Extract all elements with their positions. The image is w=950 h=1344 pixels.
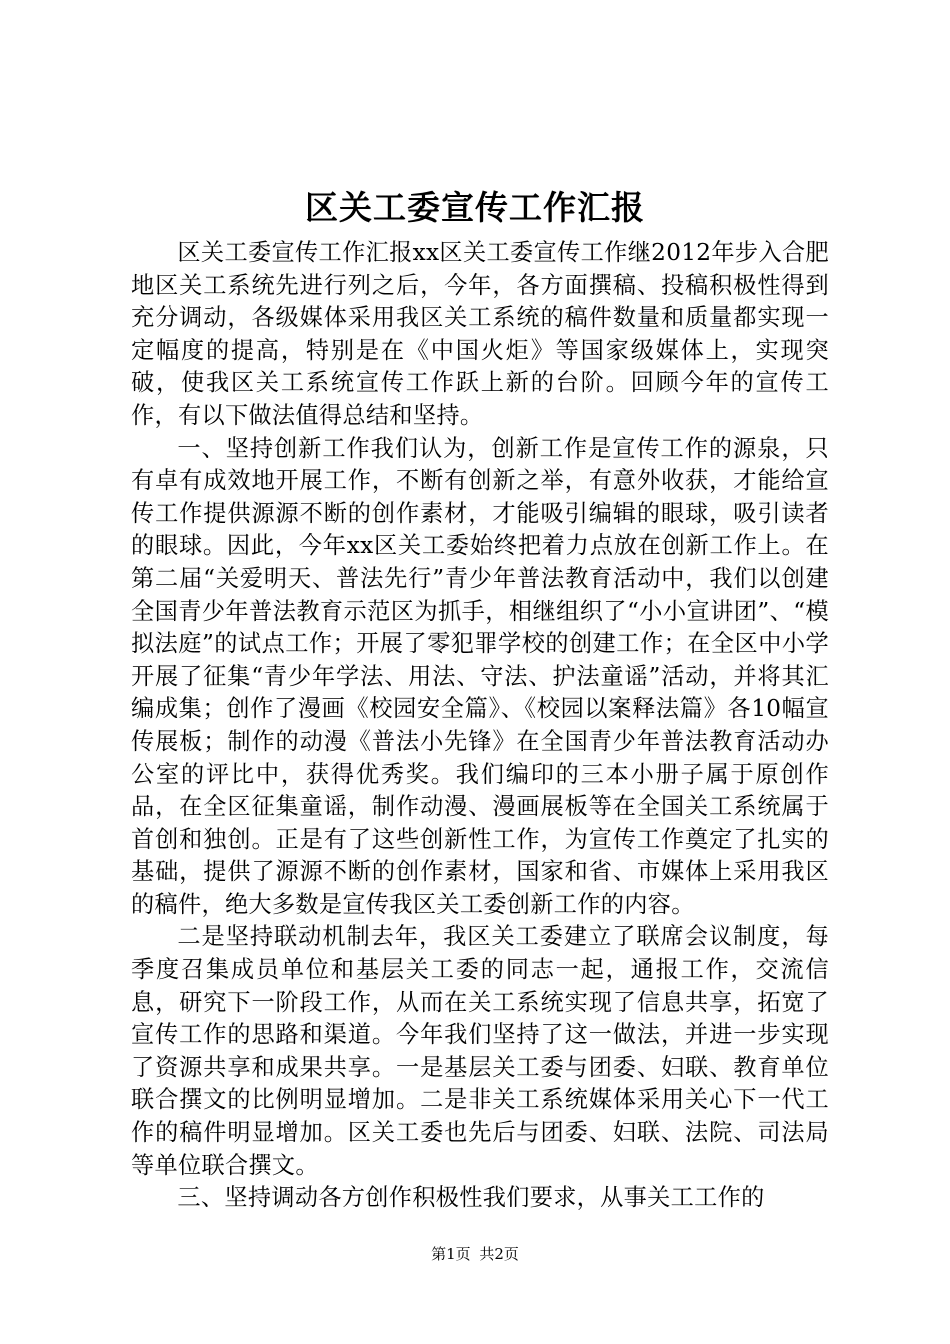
document-title: 区关工委宣传工作汇报 <box>305 188 645 227</box>
paragraph-section-3: 三、坚持调动各方创作积极性我们要求，从事关工工作的 <box>177 1184 765 1212</box>
document-body <box>131 237 829 1215</box>
paragraph-section-2: 二是坚持联动机制去年，我区关工委建立了联席会议制度，每季度召集成员单位和基层关工委的同志一起，通报工作，交流信息，研究下一阶段工作，从而在关工系统实现了信息共享，拓宽了宣传工作的思路和渠道。今年我们坚持了这一做法，并进一步实现了资源共享和成果共享。一是基层关工委与团委、妇联、教育单位联合撰文的比例明显增加。二是非关工系统媒体采用关心下一代工作的稿件明显增加。区关工委也先后与团委、妇联、法院、司法局等单位联合撰文。 <box>131 923 829 1179</box>
page-number-footer: 第1页 共2页 <box>431 1245 519 1263</box>
paragraph-intro: 区关工委宣传工作汇报xx区关工委宣传工作继2012年步入合肥地区关工系统先进行列之后，今年，各方面撰稿、投稿积极性得到充分调动，各级媒体采用我区关工系统的稿件数量和质量都实现一定幅度的提高，特别是在《中国火炬》等国家级媒体上，实现突破，使我区关工系统宣传工作跃上新的台阶。回顾今年的宣传工作，有以下做法值得总结和坚持。 <box>131 239 829 429</box>
paragraph-section-1: 一、坚持创新工作我们认为，创新工作是宣传工作的源泉，只有卓有成效地开展工作，不断有创新之举，有意外收获，才能给宣传工作提供源源不断的创作素材，才能吸引编辑的眼球，吸引读者的眼球。因此，今年xx区关工委始终把着力点放在创新工作上。在第二届“关爱明天、普法先行”青少年普法教育活动中，我们以创建全国青少年普法教育示范区为抓手，相继组织了“小小宣讲团”、“模拟法庭”的试点工作；开展了零犯罪学校的创建工作；在全区中小学开展了征集“青少年学法、用法、守法、护法童谣”活动，并将其汇编成集；创作了漫画《校园安全篇》、《校园以案释法篇》各10幅宣传展板；制作的动漫《普法小先锋》在全国青少年普法教育活动办公室的评比中，获得优秀奖。我们编印的三本小册子属于原创作品，在全区征集童谣，制作动漫、漫画展板等在全国关工系统属于首创和独创。正是有了这些创新性工作，为宣传工作奠定了扎实的基础，提供了源源不断的创作素材，国家和省、市媒体上采用我区的稿件，绝大多数是宣传我区关工委创新工作的内容。 <box>131 434 829 918</box>
